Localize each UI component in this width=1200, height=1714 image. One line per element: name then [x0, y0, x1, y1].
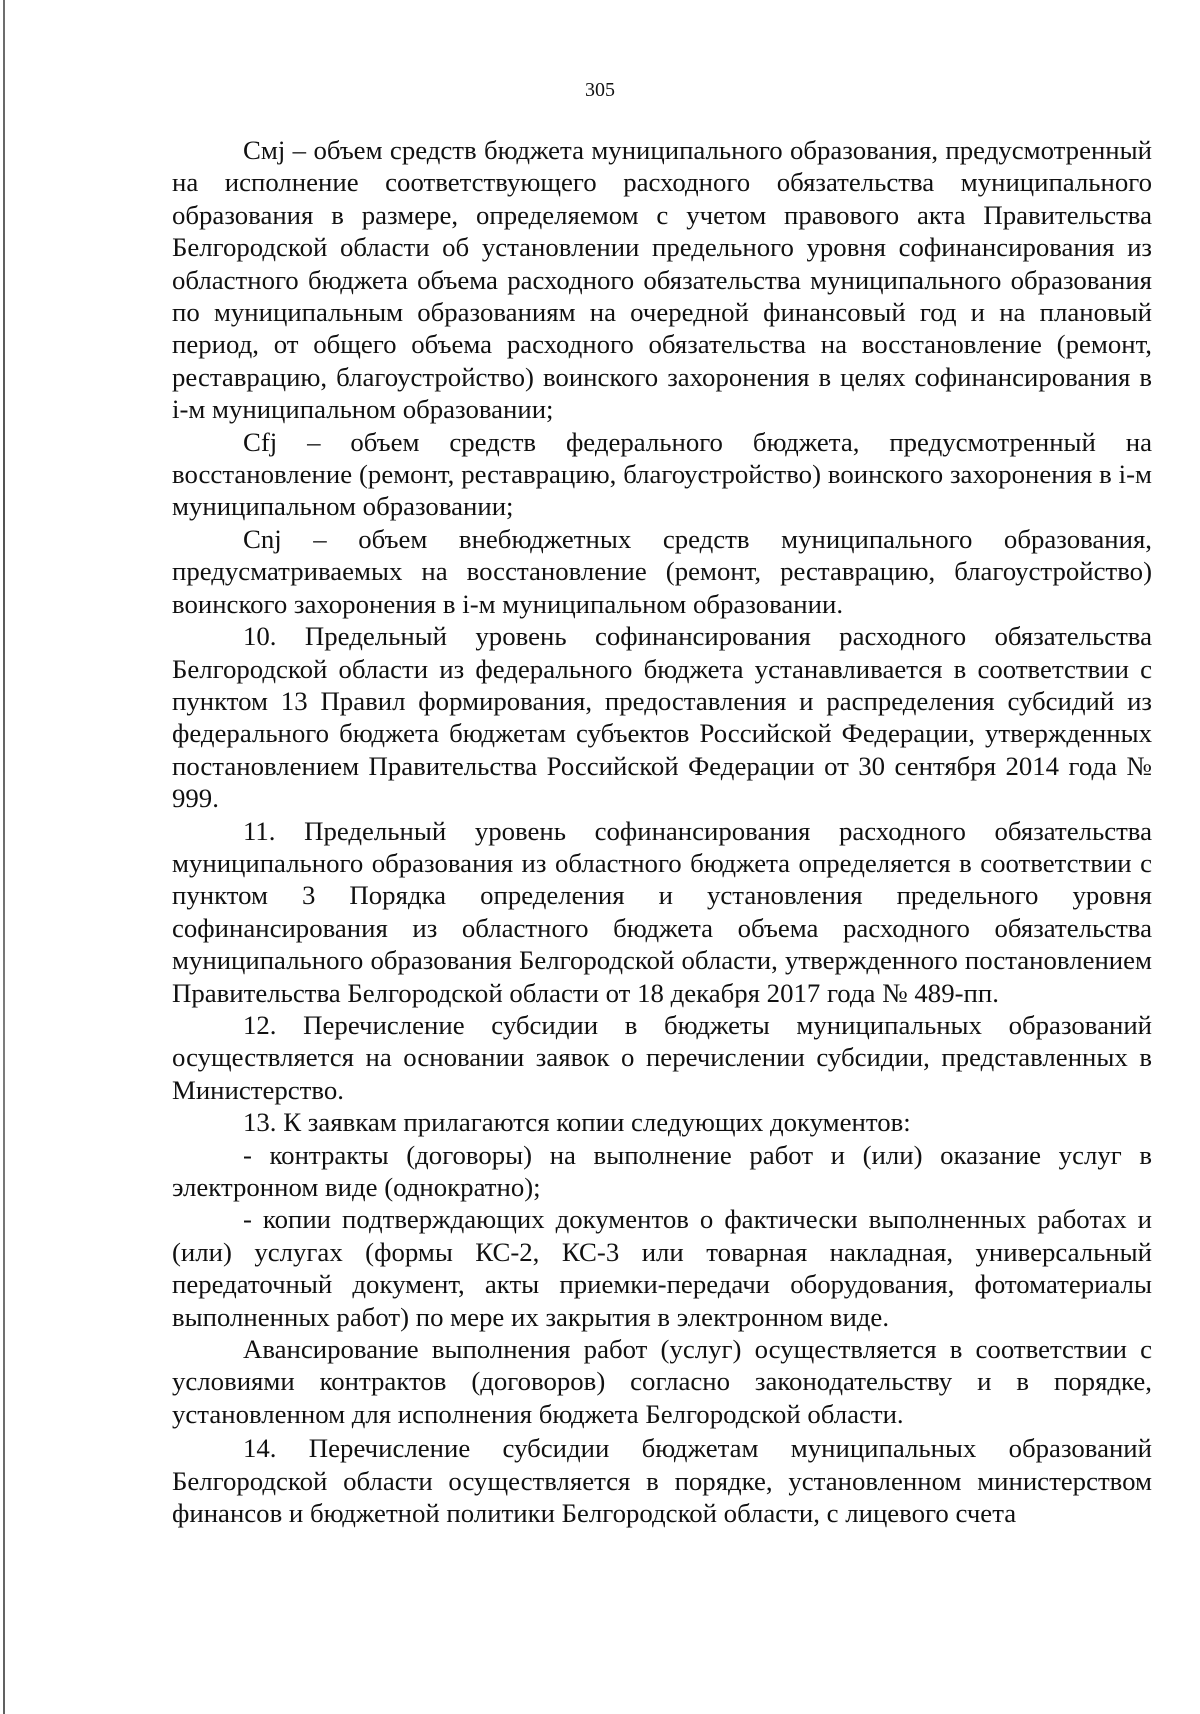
paragraph-cmj-definition: Cмj – объем средств бюджета муниципального образования, предусмотренный на исполнение соответствующего расходного обязательства муниципального образования в размере, определяемом с учетом правового акта Правительства Белгородской области об установлении предельного уровня софинансирования из областного бюджета объема расходного обязательства муниципального образования по муниципальным образованиям на очередной финансовый год и на плановый период, от общего объема расходного обязательства на восстановление (ремонт, реставрацию, благоустройство) воинского захоронения в целях софинансирования в i-м муниципальном образовании; — [172, 135, 1152, 425]
paragraph-item-14: 14. Перечисление субсидии бюджетам муниципальных образований Белгородской области осуществляется в порядке, установленном министерством финансов и бюджетной политики Белгородской области, с лицевого счета — [172, 1433, 1152, 1529]
page-number: 305 — [585, 79, 615, 101]
list-item-supporting-documents: - копии подтверждающих документов о фактически выполненных работах и (или) услугах (формы КС-2, КС-3 или товарная накладная, универсальный передаточный документ, акты приемки-передачи оборудования, фотоматериалы выполненных работ) по мере их закрытия в электронном виде. — [172, 1204, 1152, 1332]
paragraph-item-11: 11. Предельный уровень софинансирования расходного обязательства муниципального образования из областного бюджета определяется в соответствии с пунктом 3 Порядка определения и установления предельного уровня софинансирования из областного бюджета объема расходного обязательства муниципального образования Белгородской области, утвержденного постановлением Правительства Белгородской области от 18 декабря 2017 года № 489-пп. — [172, 815, 1152, 1008]
document-body — [172, 134, 1152, 1529]
list-item-contracts: - контракты (договоры) на выполнение работ и (или) оказание услуг в электронном виде (однократно); — [172, 1139, 1152, 1202]
paragraph-item-12: 12. Перечисление субсидии в бюджеты муниципальных образований осуществляется на основании заявок о перечислении субсидии, представленных в Министерство. — [172, 1009, 1152, 1105]
paragraph-item-13: 13. К заявкам прилагаются копии следующих документов: — [243, 1107, 911, 1138]
scan-edge-line — [3, 0, 5, 1714]
paragraph-cfj-definition: Cfj – объем средств федерального бюджета, предусмотренный на восстановление (ремонт, реставрацию, благоустройство) воинского захоронения в i-м муниципальном образовании; — [172, 426, 1152, 522]
paragraph-cnj-definition: Cnj – объем внебюджетных средств муниципального образования, предусматриваемых на восстановление (ремонт, реставрацию, благоустройство) воинского захоронения в i-м муниципальном образовании. — [172, 523, 1152, 619]
paragraph-item-10: 10. Предельный уровень софинансирования расходного обязательства Белгородской области из федерального бюджета устанавливается в соответствии с пунктом 13 Правил формирования, предоставления и распределения субсидий из федерального бюджета бюджетам субъектов Российской Федерации, утвержденных постановлением Правительства Российской Федерации от 30 сентября 2014 года № 999. — [172, 621, 1152, 814]
paragraph-advance-payment: Авансирование выполнения работ (услуг) осуществляется в соответствии с условиями контрактов (договоров) согласно законодательству и в порядке, установленном для исполнения бюджета Белгородской области. — [172, 1334, 1152, 1429]
